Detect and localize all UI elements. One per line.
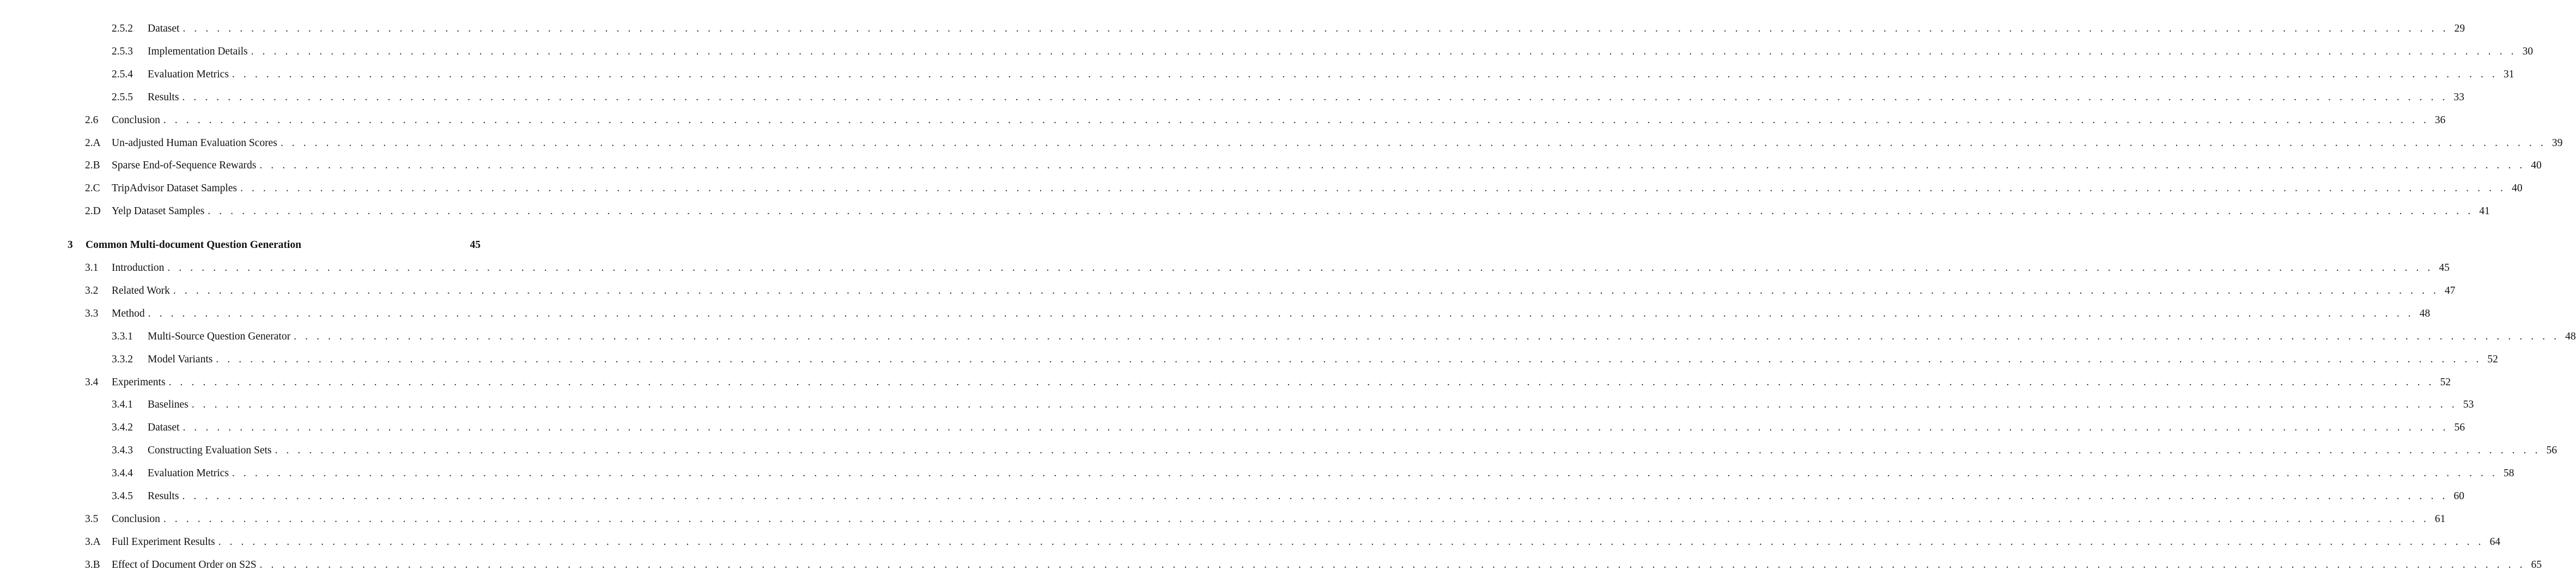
- dot-leader: . . . . . . . . . . . . . . . . . . . . . . . . . . . . . . . . . . . . . . . . . . . . . . . . . . . . . . . . . . . . . . . . . . . . . . . . . . . . . . . . . . . . . . . . . . . . . . . . . . . . . . . . . . . . . . . . . . . . . . . . . . . . . . . . . . . . . . . . . . . . . . . . . . . . . . . . . . . . . . . . . . . . . . . . . . . . . . . . . . . . . . . . . . . . . . . . . . . . . . .: [259, 559, 2526, 571]
- toc-entry[interactable]: [112, 21, 2465, 37]
- toc-entry-title: Evaluation Metrics: [148, 468, 229, 479]
- toc-entry-title: Dataset: [148, 23, 180, 34]
- toc-entry-page: 56: [2454, 422, 2465, 433]
- toc-entry[interactable]: [112, 443, 2557, 458]
- toc-entry-title: Related Work: [112, 285, 170, 296]
- toc-entry-page: 30: [2522, 46, 2534, 57]
- toc-entry[interactable]: [85, 535, 2501, 550]
- toc-entry[interactable]: [112, 420, 2465, 435]
- toc-entry-number: 3.4.3: [112, 445, 133, 456]
- toc-entry-number: 3.5: [85, 513, 99, 525]
- toc-entry-title: Implementation Details: [148, 46, 248, 57]
- toc-entry[interactable]: [112, 397, 2474, 413]
- dot-leader: . . . . . . . . . . . . . . . . . . . . . . . . . . . . . . . . . . . . . . . . . . . . . . . . . . . . . . . . . . . . . . . . . . . . . . . . . . . . . . . . . . . . . . . . . . . . . . . . . . . . . . . . . . . . . . . . . . . . . . . . . . . . . . . . . . . . . . . . . . . . . . . . . . . . . . . . . . . . . . . . . . . . . . . . . . . . . . . . . . . . . . . . . . . . . . . . . . . . . . .: [182, 92, 2449, 103]
- toc-chapter-number: 3: [68, 239, 73, 251]
- toc-entry-title: Conclusion: [112, 513, 160, 525]
- toc-entry-page: 60: [2453, 490, 2465, 502]
- toc-entry-page: 47: [2445, 285, 2456, 296]
- toc-entry-number: 2.5.4: [112, 69, 133, 80]
- toc-entry-number: 3.1: [85, 262, 99, 274]
- toc-entry-page: 61: [2434, 513, 2446, 525]
- toc-entry-number: 2.5.2: [112, 23, 133, 34]
- toc-entry-title: Yelp Dataset Samples: [112, 205, 205, 217]
- toc-entry-page: 48: [2565, 331, 2576, 342]
- toc-entry-number: 2.5.3: [112, 46, 133, 57]
- toc-entry-number: 2.5.5: [112, 92, 133, 103]
- toc-entry[interactable]: [112, 329, 2576, 344]
- toc-entry[interactable]: [85, 260, 2450, 276]
- dot-leader: . . . . . . . . . . . . . . . . . . . . . . . . . . . . . . . . . . . . . . . . . . . . . . . . . . . . . . . . . . . . . . . . . . . . . . . . . . . . . . . . . . . . . . . . . . . . . . . . . . . . . . . . . . . . . . . . . . . . . . . . . . . . . . . . . . . . . . . . . . . . . . . . . . . . . . . . . . . . . . . . . . . . . . . . . . . . . . . . . . . . . . . . . . . . . . . . . . . . . . .: [183, 23, 2449, 34]
- toc-entry-page: 58: [2504, 468, 2514, 479]
- dot-leader: . . . . . . . . . . . . . . . . . . . . . . . . . . . . . . . . . . . . . . . . . . . . . . . . . . . . . . . . . . . . . . . . . . . . . . . . . . . . . . . . . . . . . . . . . . . . . . . . . . . . . . . . . . . . . . . . . . . . . . . . . . . . . . . . . . . . . . . . . . . . . . . . . . . . . . . . . . . . . . . . . . . . . . . . . . . . . . . . . . . . . . . . . . . . . . . . . . . . . . .: [218, 536, 2484, 548]
- toc-entry[interactable]: [112, 489, 2465, 504]
- toc-entry-number: 3.4.2: [112, 422, 133, 433]
- dot-leader: . . . . . . . . . . . . . . . . . . . . . . . . . . . . . . . . . . . . . . . . . . . . . . . . . . . . . . . . . . . . . . . . . . . . . . . . . . . . . . . . . . . . . . . . . . . . . . . . . . . . . . . . . . . . . . . . . . . . . . . . . . . . . . . . . . . . . . . . . . . . . . . . . . . . . . . . . . . . . . . . . . . . . . . . . . . . . . . . . . . . . . . . . . . . . . . . . . . . . . .: [191, 399, 2458, 410]
- toc-entry-page: 36: [2434, 114, 2446, 126]
- toc-entry-number: 3.4.4: [112, 468, 133, 479]
- toc-entry-number: 3.4.1: [112, 399, 133, 410]
- dot-leader: . . . . . . . . . . . . . . . . . . . . . . . . . . . . . . . . . . . . . . . . . . . . . . . . . . . . . . . . . . . . . . . . . . . . . . . . . . . . . . . . . . . . . . . . . . . . . . . . . . . . . . . . . . . . . . . . . . . . . . . . . . . . . . . . . . . . . . . . . . . . . . . . . . . . . . . . . . . . . . . . . . . . . . . . . . . . . . . . . . . . . . . . . . . . . . . . . . . . . . .: [173, 285, 2439, 296]
- dot-leader: . . . . . . . . . . . . . . . . . . . . . . . . . . . . . . . . . . . . . . . . . . . . . . . . . . . . . . . . . . . . . . . . . . . . . . . . . . . . . . . . . . . . . . . . . . . . . . . . . . . . . . . . . . . . . . . . . . . . . . . . . . . . . . . . . . . . . . . . . . . . . . . . . . . . . . . . . . . . . . . . . . . . . . . . . . . . . . . . . . . . . . . . . . . . . . . . . . . . . . .: [167, 262, 2433, 274]
- toc-entry[interactable]: [85, 375, 2451, 390]
- toc-entry-page: 53: [2463, 399, 2474, 410]
- toc-chapter-title: Common Multi-document Question Generation: [86, 239, 301, 251]
- toc-entry-number: 3.A: [85, 536, 101, 548]
- dot-leader: . . . . . . . . . . . . . . . . . . . . . . . . . . . . . . . . . . . . . . . . . . . . . . . . . . . . . . . . . . . . . . . . . . . . . . . . . . . . . . . . . . . . . . . . . . . . . . . . . . . . . . . . . . . . . . . . . . . . . . . . . . . . . . . . . . . . . . . . . . . . . . . . . . . . . . . . . . . . . . . . . . . . . . . . . . . . . . . . . . . . . . . . . . . . . . . . . . . . . . .: [208, 205, 2474, 217]
- dot-leader: . . . . . . . . . . . . . . . . . . . . . . . . . . . . . . . . . . . . . . . . . . . . . . . . . . . . . . . . . . . . . . . . . . . . . . . . . . . . . . . . . . . . . . . . . . . . . . . . . . . . . . . . . . . . . . . . . . . . . . . . . . . . . . . . . . . . . . . . . . . . . . . . . . . . . . . . . . . . . . . . . . . . . . . . . . . . . . . . . . . . . . . . . . . . . . . . . . . . . . .: [280, 137, 2547, 149]
- toc-entry-title: Model Variants: [148, 354, 213, 365]
- toc-entry-page: 33: [2453, 92, 2465, 103]
- toc-chapter-entry[interactable]: [68, 238, 481, 253]
- toc-entry[interactable]: [112, 67, 2514, 82]
- toc-entry-page: 64: [2489, 536, 2501, 548]
- dot-leader: . . . . . . . . . . . . . . . . . . . . . . . . . . . . . . . . . . . . . . . . . . . . . . . . . . . . . . . . . . . . . . . . . . . . . . . . . . . . . . . . . . . . . . . . . . . . . . . . . . . . . . . . . . . . . . . . . . . . . . . . . . . . . . . . . . . . . . . . . . . . . . . . . . . . . . . . . . . . . . . . . . . . . . . . . . . . . . . . . . . . . . . . . . . . . . . . . . . . . . .: [232, 69, 2498, 80]
- toc-entry-title: Evaluation Metrics: [148, 69, 229, 80]
- toc-entry-number: 3.4: [85, 377, 99, 388]
- toc-entry-page: 45: [2439, 262, 2450, 274]
- toc-entry[interactable]: [112, 44, 2534, 59]
- toc-entry-number: 3.4.5: [112, 490, 133, 502]
- dot-leader: . . . . . . . . . . . . . . . . . . . . . . . . . . . . . . . . . . . . . . . . . . . . . . . . . . . . . . . . . . . . . . . . . . . . . . . . . . . . . . . . . . . . . . . . . . . . . . . . . . . . . . . . . . . . . . . . . . . . . . . . . . . . . . . . . . . . . . . . . . . . . . . . . . . . . . . . . . . . . . . . . . . . . . . . . . . . . . . . . . . . . . . . . . . . . . . . . . . . . . .: [232, 468, 2498, 479]
- toc-entry-page: 65: [2531, 559, 2542, 571]
- toc-entry[interactable]: [85, 136, 2563, 151]
- toc-entry[interactable]: [85, 113, 2446, 128]
- toc-entry-number: 3.2: [85, 285, 99, 296]
- toc-entry-title: Effect of Document Order on S2S: [112, 559, 257, 571]
- toc-entry-number: 3.3.2: [112, 354, 133, 365]
- toc-entry-title: Experiments: [112, 377, 166, 388]
- toc-entry-title: Multi-Source Question Generator: [148, 331, 291, 342]
- toc-entry-page: 40: [2512, 183, 2523, 194]
- toc-entry[interactable]: [112, 352, 2498, 367]
- toc-entry-title: Baselines: [148, 399, 189, 410]
- toc-entry-title: Sparse End-of-Sequence Rewards: [112, 160, 257, 171]
- toc-entry[interactable]: [85, 306, 2431, 322]
- toc-entry-page: 39: [2551, 137, 2563, 149]
- toc-entry-title: Conclusion: [112, 114, 160, 126]
- toc-entry-page: 31: [2504, 69, 2514, 80]
- toc-entry[interactable]: [112, 466, 2514, 481]
- toc-entry-page: 52: [2440, 377, 2451, 388]
- toc-entry-page: 41: [2479, 205, 2490, 217]
- toc-entry-title: Method: [112, 308, 145, 319]
- toc-entry-number: 3.3.1: [112, 331, 133, 342]
- dot-leader: . . . . . . . . . . . . . . . . . . . . . . . . . . . . . . . . . . . . . . . . . . . . . . . . . . . . . . . . . . . . . . . . . . . . . . . . . . . . . . . . . . . . . . . . . . . . . . . . . . . . . . . . . . . . . . . . . . . . . . . . . . . . . . . . . . . . . . . . . . . . . . . . . . . . . . . . . . . . . . . . . . . . . . . . . . . . . . . . . . . . . . . . . . . . . . . . . . . . . . .: [168, 377, 2435, 388]
- toc-entry-number: 2.A: [85, 137, 101, 149]
- toc-entry-title: Dataset: [148, 422, 180, 433]
- toc-entry-title: TripAdvisor Dataset Samples: [112, 183, 238, 194]
- toc-entry-title: Results: [148, 92, 179, 103]
- toc-entry-title: Introduction: [112, 262, 165, 274]
- toc-entry-page: 52: [2487, 354, 2498, 365]
- toc-entry-page: 29: [2454, 23, 2465, 34]
- toc-entry-title: Constructing Evaluation Sets: [148, 445, 272, 456]
- toc-entry-number: 3.3: [85, 308, 99, 319]
- toc-chapter-page: 45: [470, 239, 481, 251]
- toc-entry[interactable]: [85, 512, 2446, 527]
- toc-entry-title: Full Experiment Results: [112, 536, 215, 548]
- toc-entry[interactable]: [112, 90, 2465, 105]
- dot-leader: . . . . . . . . . . . . . . . . . . . . . . . . . . . . . . . . . . . . . . . . . . . . . . . . . . . . . . . . . . . . . . . . . . . . . . . . . . . . . . . . . . . . . . . . . . . . . . . . . . . . . . . . . . . . . . . . . . . . . . . . . . . . . . . . . . . . . . . . . . . . . . . . . . . . . . . . . . . . . . . . . . . . . . . . . . . . . . . . . . . . . . . . . . . . . . . . . . . . . . .: [275, 445, 2541, 456]
- toc-entry[interactable]: [85, 204, 2490, 219]
- dot-leader: . . . . . . . . . . . . . . . . . . . . . . . . . . . . . . . . . . . . . . . . . . . . . . . . . . . . . . . . . . . . . . . . . . . . . . . . . . . . . . . . . . . . . . . . . . . . . . . . . . . . . . . . . . . . . . . . . . . . . . . . . . . . . . . . . . . . . . . . . . . . . . . . . . . . . . . . . . . . . . . . . . . . . . . . . . . . . . . . . . . . . . . . . . . . . . . . . . . . . . .: [163, 114, 2429, 126]
- dot-leader: . . . . . . . . . . . . . . . . . . . . . . . . . . . . . . . . . . . . . . . . . . . . . . . . . . . . . . . . . . . . . . . . . . . . . . . . . . . . . . . . . . . . . . . . . . . . . . . . . . . . . . . . . . . . . . . . . . . . . . . . . . . . . . . . . . . . . . . . . . . . . . . . . . . . . . . . . . . . . . . . . . . . . . . . . . . . . . . . . . . . . . . . . . . . . . . . . . . . . . .: [148, 308, 2414, 319]
- toc-entry[interactable]: [85, 181, 2523, 196]
- dot-leader: . . . . . . . . . . . . . . . . . . . . . . . . . . . . . . . . . . . . . . . . . . . . . . . . . . . . . . . . . . . . . . . . . . . . . . . . . . . . . . . . . . . . . . . . . . . . . . . . . . . . . . . . . . . . . . . . . . . . . . . . . . . . . . . . . . . . . . . . . . . . . . . . . . . . . . . . . . . . . . . . . . . . . . . . . . . . . . . . . . . . . . . . . . . . . . . . . . . . . . .: [163, 513, 2429, 525]
- dot-leader: . . . . . . . . . . . . . . . . . . . . . . . . . . . . . . . . . . . . . . . . . . . . . . . . . . . . . . . . . . . . . . . . . . . . . . . . . . . . . . . . . . . . . . . . . . . . . . . . . . . . . . . . . . . . . . . . . . . . . . . . . . . . . . . . . . . . . . . . . . . . . . . . . . . . . . . . . . . . . . . . . . . . . . . . . . . . . . . . . . . . . . . . . . . . . . . . . . . . . . .: [182, 490, 2449, 502]
- toc-entry[interactable]: [85, 557, 2542, 573]
- toc-entry-number: 2.6: [85, 114, 99, 126]
- toc-entry-number: 2.B: [85, 160, 100, 171]
- dot-leader: . . . . . . . . . . . . . . . . . . . . . . . . . . . . . . . . . . . . . . . . . . . . . . . . . . . . . . . . . . . . . . . . . . . . . . . . . . . . . . . . . . . . . . . . . . . . . . . . . . . . . . . . . . . . . . . . . . . . . . . . . . . . . . . . . . . . . . . . . . . . . . . . . . . . . . . . . . . . . . . . . . . . . . . . . . . . . . . . . . . . . . . . . . . . . . . . . . . . . . .: [259, 160, 2525, 171]
- toc-entry[interactable]: [85, 158, 2542, 173]
- toc-entry-title: Results: [148, 490, 179, 502]
- dot-leader: . . . . . . . . . . . . . . . . . . . . . . . . . . . . . . . . . . . . . . . . . . . . . . . . . . . . . . . . . . . . . . . . . . . . . . . . . . . . . . . . . . . . . . . . . . . . . . . . . . . . . . . . . . . . . . . . . . . . . . . . . . . . . . . . . . . . . . . . . . . . . . . . . . . . . . . . . . . . . . . . . . . . . . . . . . . . . . . . . . . . . . . . . . . . . . . . . . . . . . .: [294, 331, 2560, 342]
- toc-entry-page: 48: [2419, 308, 2431, 319]
- toc-entry-page: 56: [2546, 445, 2557, 456]
- toc-entry-number: 2.C: [85, 183, 100, 194]
- toc-entry-page: 40: [2531, 160, 2542, 171]
- toc-entry-title: Un-adjusted Human Evaluation Scores: [112, 137, 277, 149]
- dot-leader: . . . . . . . . . . . . . . . . . . . . . . . . . . . . . . . . . . . . . . . . . . . . . . . . . . . . . . . . . . . . . . . . . . . . . . . . . . . . . . . . . . . . . . . . . . . . . . . . . . . . . . . . . . . . . . . . . . . . . . . . . . . . . . . . . . . . . . . . . . . . . . . . . . . . . . . . . . . . . . . . . . . . . . . . . . . . . . . . . . . . . . . . . . . . . . . . . . . . . . .: [240, 183, 2506, 194]
- dot-leader: . . . . . . . . . . . . . . . . . . . . . . . . . . . . . . . . . . . . . . . . . . . . . . . . . . . . . . . . . . . . . . . . . . . . . . . . . . . . . . . . . . . . . . . . . . . . . . . . . . . . . . . . . . . . . . . . . . . . . . . . . . . . . . . . . . . . . . . . . . . . . . . . . . . . . . . . . . . . . . . . . . . . . . . . . . . . . . . . . . . . . . . . . . . . . . . . . . . . . . .: [216, 354, 2482, 365]
- toc-entry-number: 2.D: [85, 205, 101, 217]
- dot-leader: . . . . . . . . . . . . . . . . . . . . . . . . . . . . . . . . . . . . . . . . . . . . . . . . . . . . . . . . . . . . . . . . . . . . . . . . . . . . . . . . . . . . . . . . . . . . . . . . . . . . . . . . . . . . . . . . . . . . . . . . . . . . . . . . . . . . . . . . . . . . . . . . . . . . . . . . . . . . . . . . . . . . . . . . . . . . . . . . . . . . . . . . . . . . . . . . . . . . . . .: [251, 46, 2517, 57]
- toc-entry-number: 3.B: [85, 559, 100, 571]
- dot-leader: . . . . . . . . . . . . . . . . . . . . . . . . . . . . . . . . . . . . . . . . . . . . . . . . . . . . . . . . . . . . . . . . . . . . . . . . . . . . . . . . . . . . . . . . . . . . . . . . . . . . . . . . . . . . . . . . . . . . . . . . . . . . . . . . . . . . . . . . . . . . . . . . . . . . . . . . . . . . . . . . . . . . . . . . . . . . . . . . . . . . . . . . . . . . . . . . . . . . . . .: [183, 422, 2449, 433]
- toc-entry[interactable]: [85, 283, 2456, 299]
